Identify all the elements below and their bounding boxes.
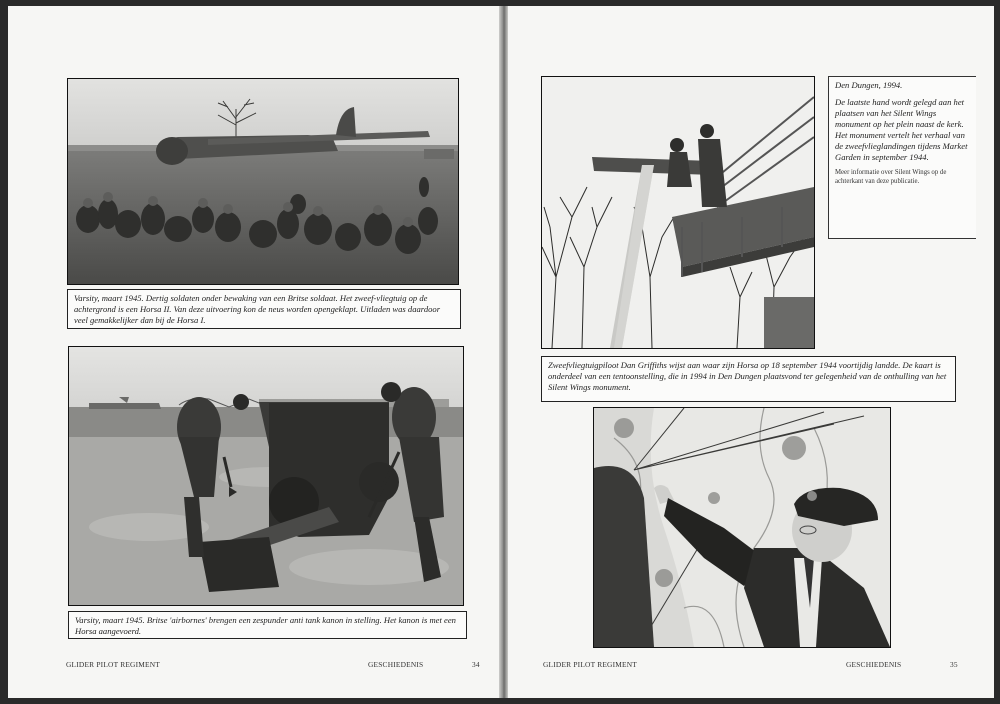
footer-left-section: GESCHIEDENIS (368, 660, 424, 669)
footer-right-section: GESCHIEDENIS (846, 660, 902, 669)
photo-glider-soldiers (67, 78, 459, 285)
page-number-right: 35 (950, 660, 958, 669)
page-number-left: 34 (472, 660, 480, 669)
photo-pilot-pointing-map (593, 407, 891, 648)
sidebar-heading: Den Dungen, 1994. (835, 80, 903, 90)
sidebar-note: Meer informatie over Silent Wings op de achterkant van deze publicatie. (835, 169, 947, 185)
caption-glider-soldiers: Varsity, maart 1945. Dertig soldaten onder bewaking van een Britse soldaat. Het zweef-vliegtuig op de achtergrond is een Horsa II. Van deze uitvoering kon de neus worden opengeklapt. Uitladen was daardoor veel gemakkelijker dan bij de Horsa I. (67, 289, 461, 329)
photo-anti-tank-gun (68, 346, 464, 606)
book-spine (499, 6, 508, 698)
sidebar-den-dungen (828, 76, 976, 239)
footer-left-regiment: GLIDER PILOT REGIMENT (66, 660, 160, 669)
footer-right-regiment: GLIDER PILOT REGIMENT (543, 660, 637, 669)
sidebar-text: De laatste hand wordt gelegd aan het plaatsen van het Silent Wings monument op het plein naast de kerk. Het monument vertelt het verhaal van de zweefvlieglandingen tijdens Market Garden in september 1944. (835, 97, 968, 162)
caption-dan-griffiths: Zweefvliegtuigpiloot Dan Griffiths wijst aan waar zijn Horsa op 18 september 1944 voortijdig landde. De kaart is onderdeel van een tentoonstelling, die in 1994 in Den Dungen plaatsvond ter gelegenheid van de onthulling van het Silent Wings monument. (541, 356, 956, 402)
caption-anti-tank-gun: Varsity, maart 1945. Britse 'airbornes' brengen een zespunder anti tank kanon in stelling. Het kanon is met een Horsa aangevoerd. (68, 611, 467, 639)
photo-monument-installation (541, 76, 815, 349)
